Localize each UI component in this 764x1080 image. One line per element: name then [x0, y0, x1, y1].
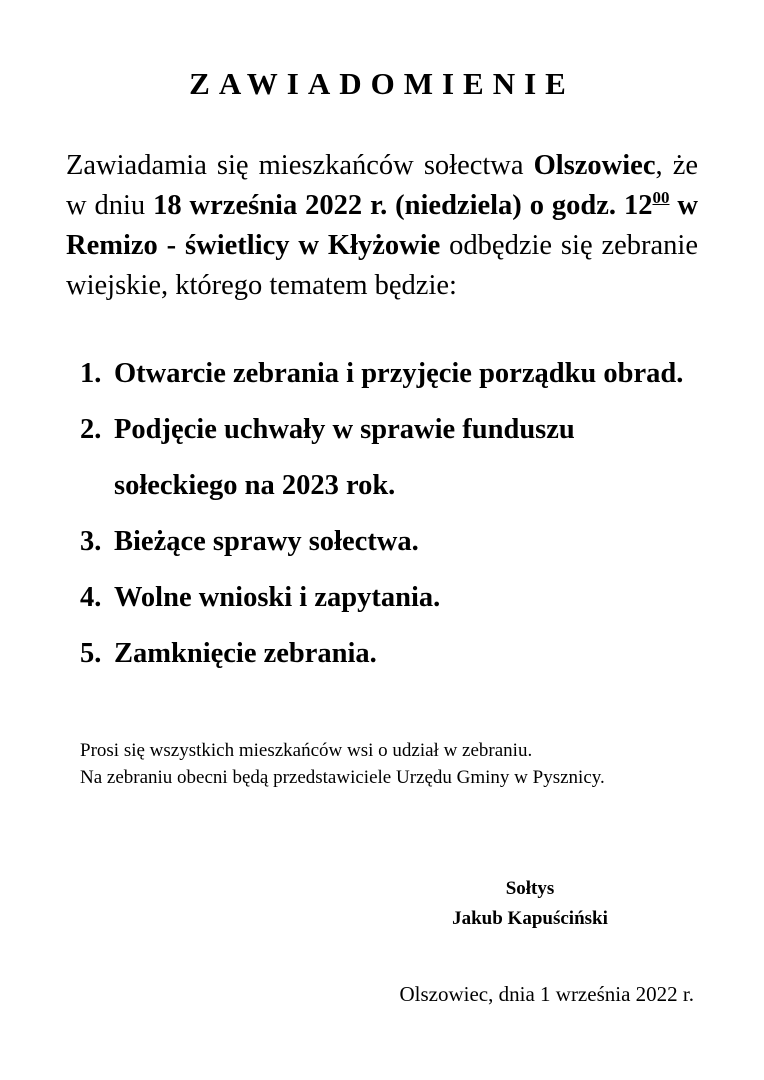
agenda-list: [80, 346, 700, 682]
agenda-item-number: 2.: [80, 414, 102, 445]
agenda-item: [80, 570, 700, 626]
meeting-date: 18 września 2022 r. (niedziela) o godz. 12: [153, 190, 653, 221]
agenda-item-number: 5.: [80, 638, 102, 669]
signature-role: Sołtys: [505, 878, 555, 899]
agenda-item: [80, 514, 700, 570]
agenda-item: [80, 626, 700, 682]
agenda-item: [80, 346, 700, 402]
agenda-item-text: Podjęcie uchwały w sprawie funduszu sołeckiego na 2023 rok.: [114, 414, 575, 501]
agenda-item-number: 3.: [80, 526, 102, 557]
agenda-item-number: 1.: [80, 358, 102, 389]
agenda-item-number: 4.: [80, 582, 102, 613]
intro-text-3: odbędzie się zebranie wiejskie, którego tematem będzie:: [66, 230, 698, 301]
place-and-date: Olszowiec, dnia 1 września 2022 r.: [399, 982, 694, 1006]
agenda-item-text: Otwarcie zebrania i przyjęcie porządku obrad.: [114, 358, 684, 389]
agenda-item-text: Bieżące sprawy sołectwa.: [114, 526, 419, 557]
agenda-item-text: Wolne wnioski i zapytania.: [114, 582, 441, 613]
closing-line-1: Prosi się wszystkich mieszkańców wsi o udział w zebraniu.: [80, 740, 533, 761]
meeting-place: w Remizo - świetlicy w Kłyżowie: [66, 190, 699, 261]
intro-text-1: Zawiadamia się mieszkańców sołectwa: [66, 150, 524, 181]
document-title: ZAWIADOMIENIE: [189, 66, 575, 101]
village-name: Olszowiec: [533, 150, 656, 181]
closing-line-2: Na zebraniu obecni będą przedstawiciele Urzędu Gminy w Pysznicy.: [80, 767, 605, 788]
signature-block: [400, 874, 660, 934]
closing-paragraph: [80, 737, 700, 791]
agenda-item-text: Zamknięcie zebrania.: [114, 638, 377, 669]
meeting-time-minutes: 00: [652, 188, 670, 207]
intro-text-2: , że w dniu: [66, 150, 698, 221]
intro-paragraph: [66, 146, 698, 306]
agenda-item: [80, 402, 700, 514]
signature-name: Jakub Kapuściński: [452, 908, 608, 929]
